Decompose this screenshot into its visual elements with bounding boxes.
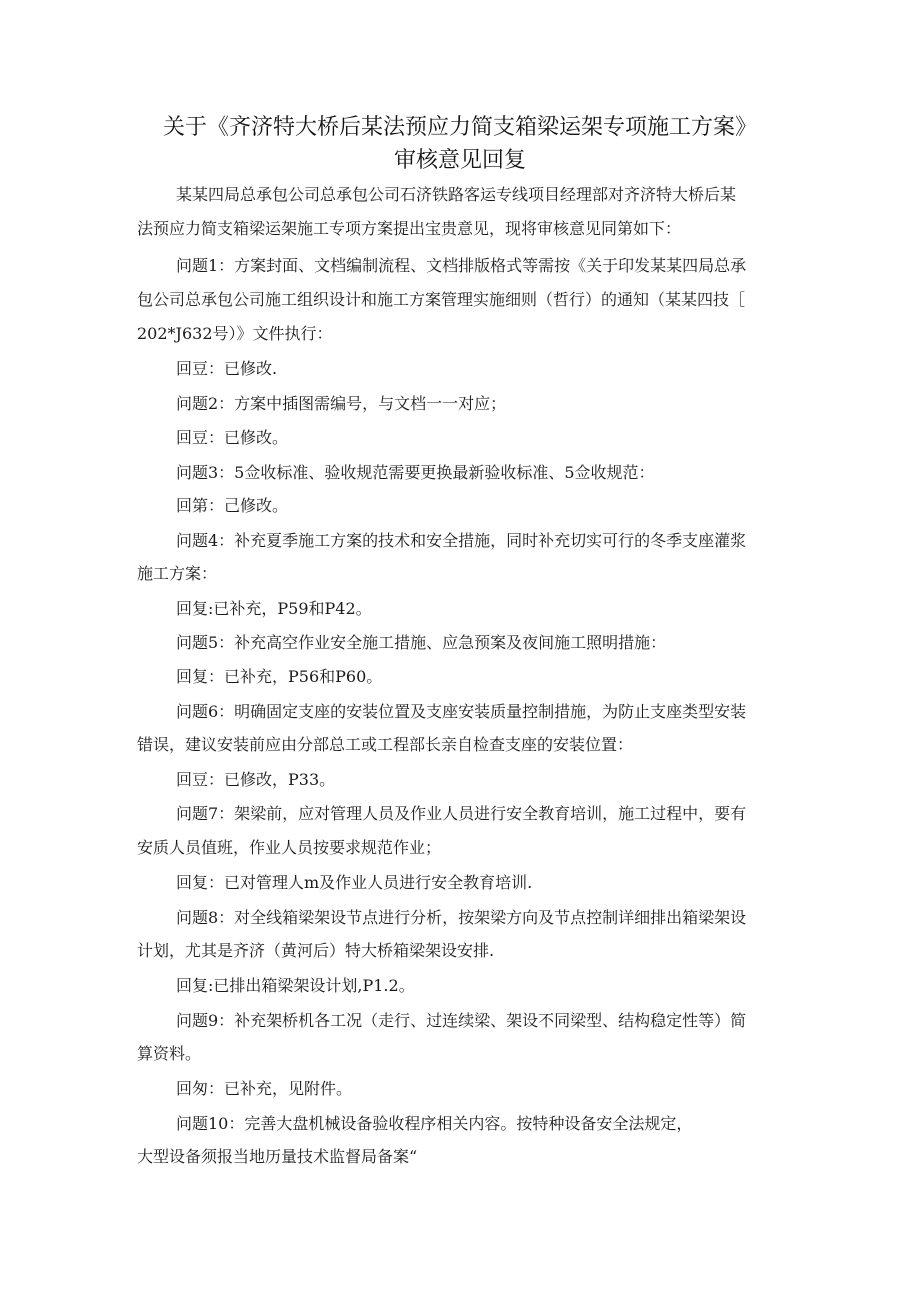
question-4-line-1: 问题4：补充夏季施工方案的技术和安全措施，同时补充切实可行的冬季支座灌浆 — [176, 531, 747, 550]
paragraph-intro-line-1: 某某四局总承包公司总承包公司石济铁路客运专线项目经理部对齐济特大桥后某 — [176, 185, 737, 204]
reply-9: 回匆：已补充，见附件。 — [176, 1079, 353, 1098]
question-3: 问题3：5佥收标准、验收规范需要更换最新验收标准、5佥收规范： — [176, 463, 655, 482]
question-7-line-2: 安质人员值班，作业人员按要求规范作业； — [137, 838, 442, 857]
reply-5: 回复：已补充，P56和P60。 — [176, 667, 383, 686]
question-1-line-2: 包公司总承包公司施工组织设计和施工方案管理实施细则（哲行）的通知（某某四技［ — [137, 290, 746, 309]
question-6-line-1: 问题6：明确固定支座的安装位置及支座安装质量控制措施，为防止支座类型安装 — [176, 702, 747, 721]
reply-2: 回豆：已修改。 — [176, 428, 289, 447]
question-1-line-1: 问题1：方案封面、文档编制流程、文档排版格式等需按《关于印发某某四局总承 — [176, 256, 747, 275]
reply-3: 回第：己修改。 — [176, 496, 289, 515]
question-9-line-2: 算资料。 — [137, 1044, 202, 1063]
question-1-line-3: 202*J632号）》文件执行： — [137, 324, 333, 343]
reply-1: 回豆：已修改. — [176, 359, 278, 378]
question-5: 问题5：补充高空作业安全施工措施、应急预案及夜间施工照明措施： — [176, 633, 667, 652]
question-2: 问题2：方案中插图需编号，与文档一一对应； — [176, 394, 507, 413]
question-9-line-1: 问题9：补充架桥机各工况（走行、过连续梁、架设不同梁型、结构稳定性等）简 — [176, 1011, 747, 1030]
question-8-line-2: 计划，尤其是齐济（黄河后）特大桥箱梁架设安排. — [137, 941, 495, 960]
document-title-line-1: 关于《齐济特大桥后某法预应力简支箱梁运架专项施工方案》 — [162, 115, 757, 140]
reply-6: 回豆：已修改，P33。 — [176, 770, 336, 789]
question-10-line-1: 问题10：完善大盘机械设备验收程序相关内容。按特种设备安全法规定， — [176, 1114, 693, 1133]
reply-4: 回复:已补充，P59和P42。 — [176, 599, 372, 618]
document-title-line-2: 审核意见回复 — [393, 148, 526, 173]
paragraph-intro-line-2: 法预应力简支箱梁运架施工专项方案提出宝贵意见，现将审核意见同第如下： — [137, 219, 682, 238]
question-7-line-1: 问题7：架梁前，应对管理人员及作业人员进行安全教育培训，施工过程中，要有 — [176, 804, 747, 823]
question-4-line-2: 施工方案： — [137, 564, 218, 583]
reply-7: 回复：已对管理人m及作业人员进行安全教育培训. — [176, 873, 533, 892]
question-8-line-1: 问题8：对全线箱梁架设节点进行分析，按架梁方向及节点控制详细排出箱梁架设 — [176, 908, 747, 927]
reply-8: 回复:已排出箱梁架设计划,P1.2。 — [176, 976, 415, 995]
question-6-line-2: 错误，建议安装前应由分部总工或工程部长亲自检查支座的安装位置： — [137, 735, 634, 754]
question-10-line-2: 大型设备须报当地历量技术监督局备案“ — [137, 1147, 418, 1166]
